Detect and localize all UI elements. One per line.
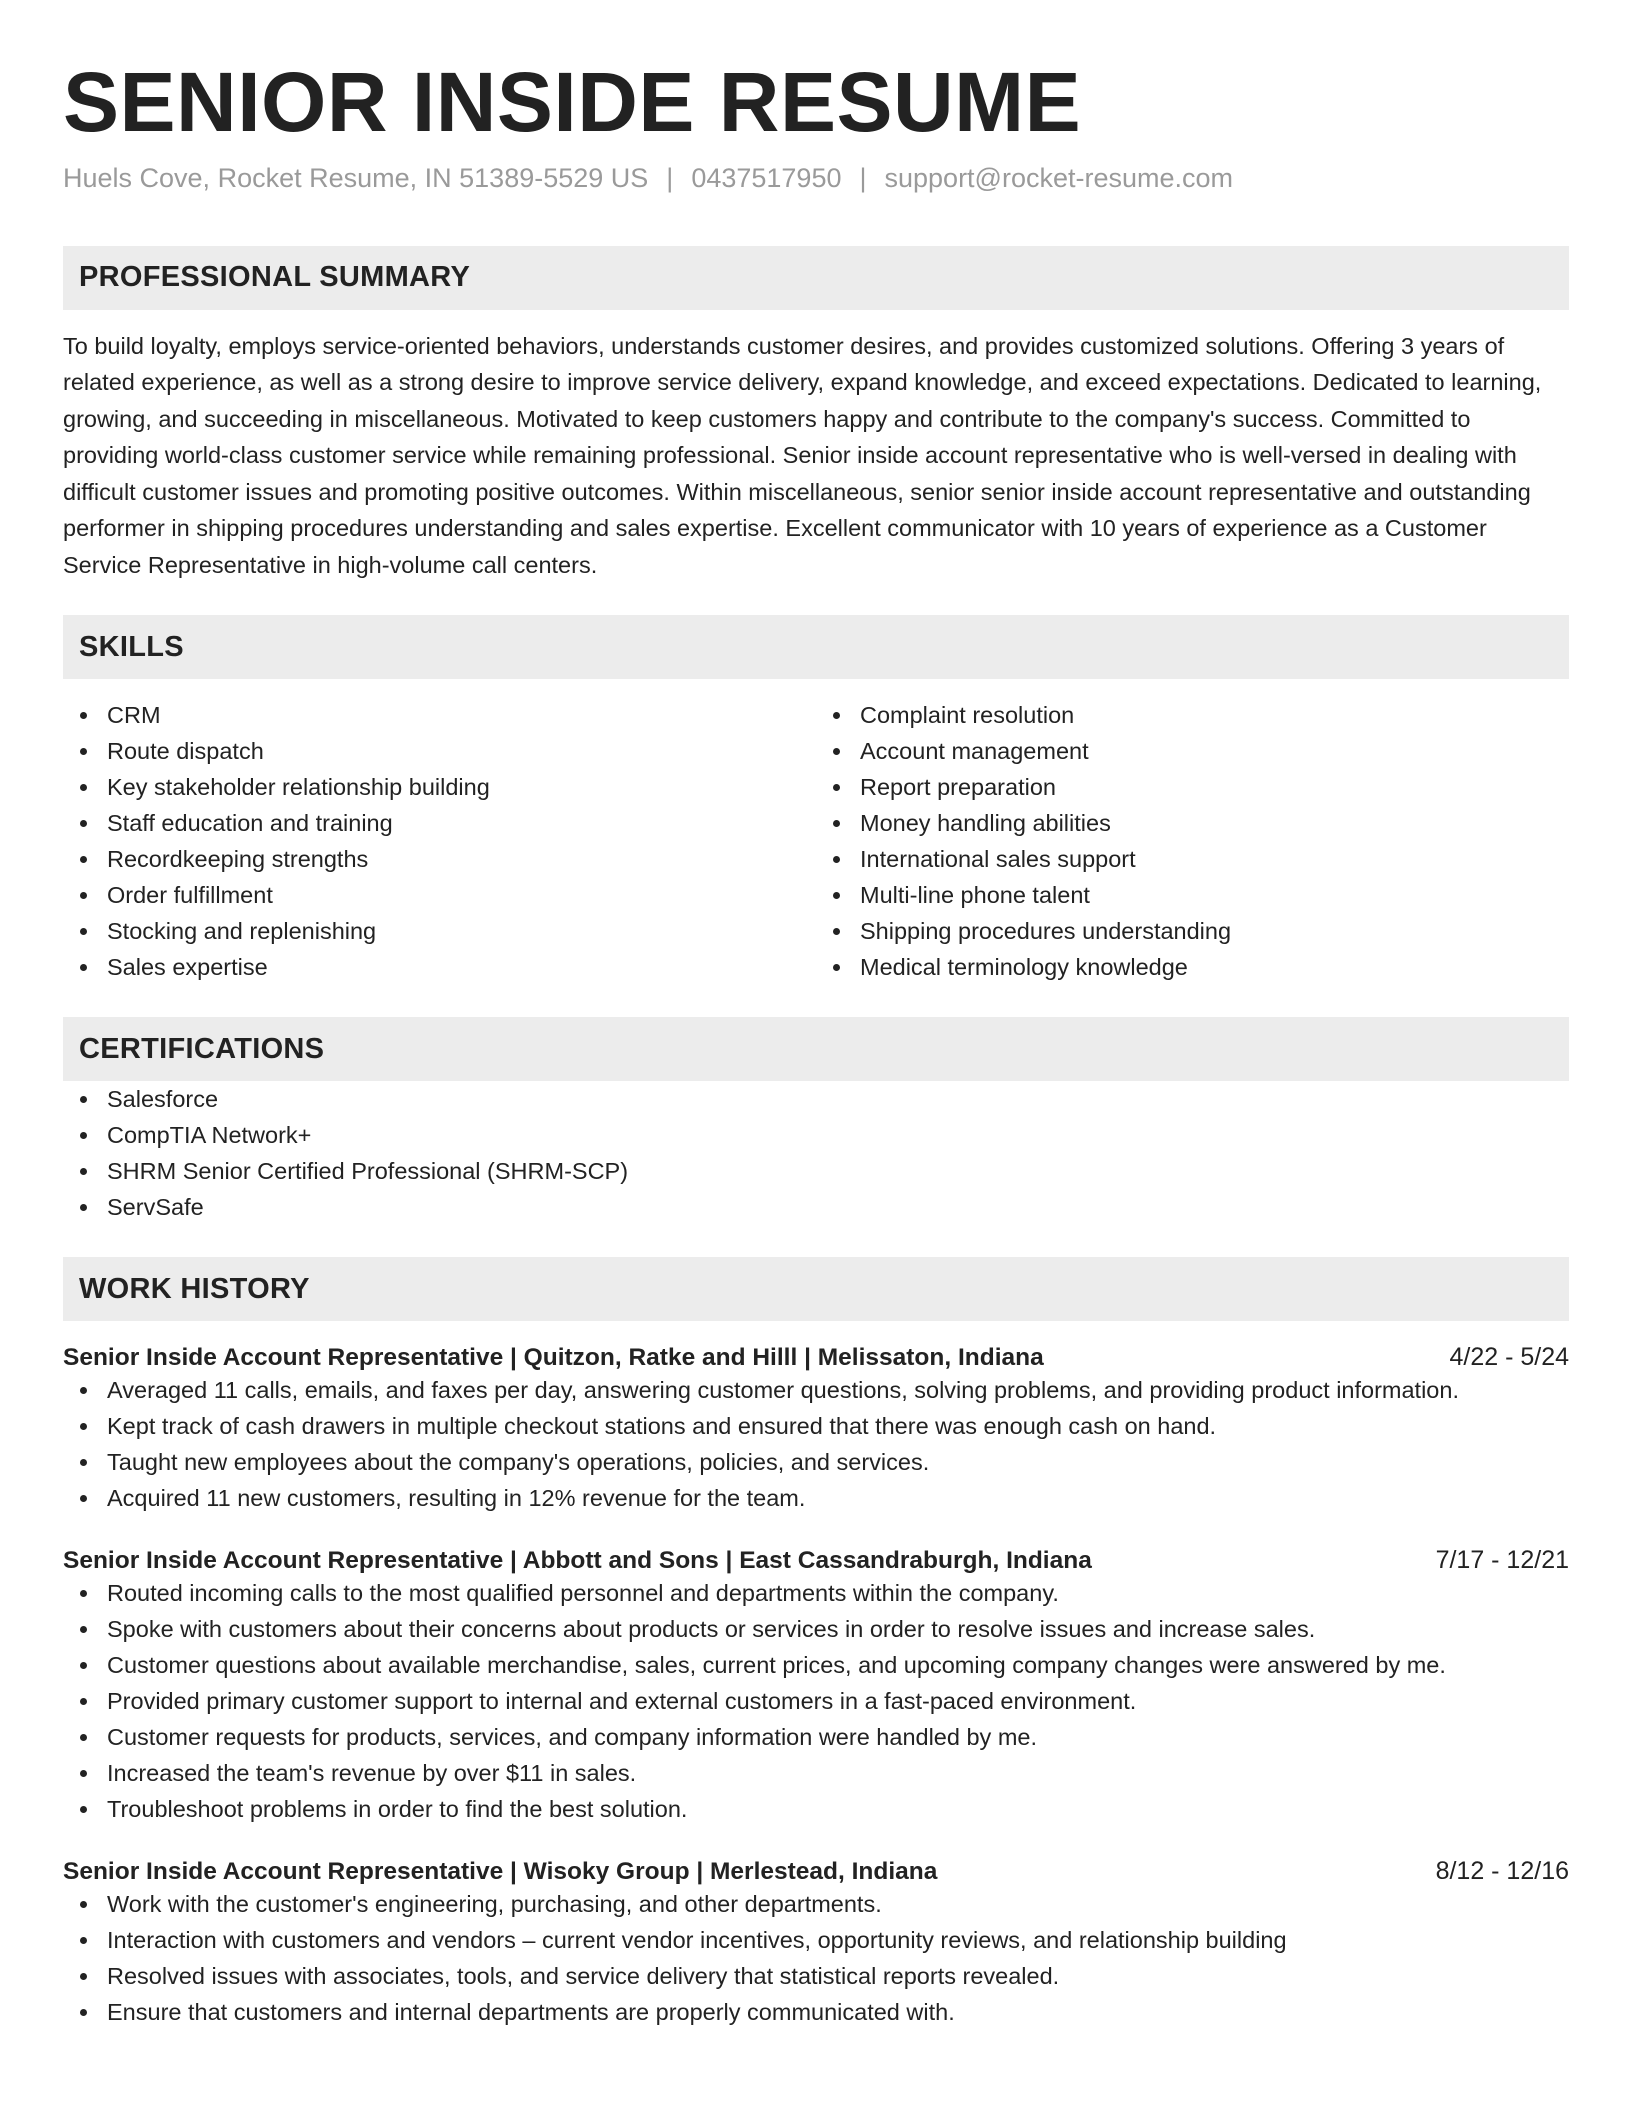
skill-item: Sales expertise [63, 949, 816, 985]
job-bullet: Routed incoming calls to the most qualified personnel and departments within the company. [63, 1575, 1569, 1611]
skill-item: Key stakeholder relationship building [63, 769, 816, 805]
job-bullet: Interaction with customers and vendors – current vendor incentives, opportunity reviews, and relationship building [63, 1922, 1569, 1958]
contact-phone: 0437517950 [691, 162, 842, 193]
certifications-list [63, 1081, 1569, 1225]
certification-item: Salesforce [63, 1081, 1569, 1117]
skill-item: Multi-line phone talent [816, 877, 1569, 913]
certification-item: SHRM Senior Certified Professional (SHRM-SCP) [63, 1153, 1569, 1189]
job-entry [63, 1857, 1569, 2030]
job-dates: 4/22 - 5/24 [1449, 1343, 1569, 1372]
job-entry [63, 1546, 1569, 1827]
job-bullet: Acquired 11 new customers, resulting in 12% revenue for the team. [63, 1480, 1569, 1516]
skills-column-left [63, 697, 816, 985]
skill-item: International sales support [816, 841, 1569, 877]
job-bullet: Customer requests for products, services, and company information were handled by me. [63, 1719, 1569, 1755]
skills-column-right [816, 697, 1569, 985]
skill-item: Money handling abilities [816, 805, 1569, 841]
contact-line [63, 163, 1569, 194]
job-title: Senior Inside Account Representative | Abbott and Sons | East Cassandraburgh, Indiana [63, 1547, 1092, 1575]
contact-separator: | [859, 162, 867, 193]
skill-item: CRM [63, 697, 816, 733]
skill-item: Account management [816, 733, 1569, 769]
job-title: Senior Inside Account Representative | Wisoky Group | Merlestead, Indiana [63, 1858, 938, 1886]
skill-item: Stocking and replenishing [63, 913, 816, 949]
skill-item: Report preparation [816, 769, 1569, 805]
job-bullet: Troubleshoot problems in order to find the best solution. [63, 1791, 1569, 1827]
job-bullets [63, 1575, 1569, 1827]
skill-item: Route dispatch [63, 733, 816, 769]
job-header [63, 1546, 1569, 1575]
skill-item: Medical terminology knowledge [816, 949, 1569, 985]
skill-item: Complaint resolution [816, 697, 1569, 733]
contact-separator: | [666, 162, 674, 193]
certification-item: ServSafe [63, 1189, 1569, 1225]
job-bullets [63, 1886, 1569, 2030]
job-title: Senior Inside Account Representative | Quitzon, Ratke and Hilll | Melissaton, Indiana [63, 1344, 1044, 1372]
skill-item: Staff education and training [63, 805, 816, 841]
job-bullet: Provided primary customer support to internal and external customers in a fast-paced environment. [63, 1683, 1569, 1719]
job-bullet: Increased the team's revenue by over $11 in sales. [63, 1755, 1569, 1791]
job-entry [63, 1343, 1569, 1516]
work-history-heading: WORK HISTORY [63, 1257, 1569, 1321]
skills-list [63, 697, 1569, 985]
job-bullet: Spoke with customers about their concerns about products or services in order to resolve issues and increase sales. [63, 1611, 1569, 1647]
job-dates: 7/17 - 12/21 [1435, 1546, 1569, 1575]
resume-name: SENIOR INSIDE RESUME [63, 55, 1082, 149]
summary-heading: PROFESSIONAL SUMMARY [63, 246, 1569, 310]
job-bullet: Averaged 11 calls, emails, and faxes per day, answering customer questions, solving problems, and providing product information. [63, 1372, 1569, 1408]
job-bullet: Customer questions about available merchandise, sales, current prices, and upcoming company changes were answered by me. [63, 1647, 1569, 1683]
summary-text: To build loyalty, employs service-oriented behaviors, understands customer desires, and provides customized solutions. Offering 3 years of related experience, as well as a strong desire to improve service delivery, expand knowledge, and exceed expectations. Dedicated to learning, growing, and succeeding in miscellaneous. Motivated to keep customers happy and contribute to the company's success. Committed to providing world-class customer service while remaining professional. Senior inside account representative who is well-versed in dealing with difficult customer issues and promoting positive outcomes. Within miscellaneous, senior senior inside account representative and outstanding performer in shipping procedures understanding and sales expertise. Excellent communicator with 10 years of experience as a Customer Service Representative in high-volume call centers. [63, 332, 1542, 578]
job-bullet: Resolved issues with associates, tools, and service delivery that statistical reports revealed. [63, 1958, 1569, 1994]
skill-item: Order fulfillment [63, 877, 816, 913]
skill-item: Recordkeeping strengths [63, 841, 816, 877]
skill-item: Shipping procedures understanding [816, 913, 1569, 949]
job-bullet: Ensure that customers and internal departments are properly communicated with. [63, 1994, 1569, 2030]
contact-email: support@rocket-resume.com [884, 162, 1234, 193]
job-header [63, 1343, 1569, 1372]
job-bullets [63, 1372, 1569, 1516]
skills-heading: SKILLS [63, 615, 1569, 679]
job-bullet: Taught new employees about the company's operations, policies, and services. [63, 1444, 1569, 1480]
job-bullet: Kept track of cash drawers in multiple checkout stations and ensured that there was enough cash on hand. [63, 1408, 1569, 1444]
job-bullet: Work with the customer's engineering, purchasing, and other departments. [63, 1886, 1569, 1922]
contact-address: Huels Cove, Rocket Resume, IN 51389-5529 US [63, 162, 649, 193]
job-dates: 8/12 - 12/16 [1435, 1857, 1569, 1886]
certification-item: CompTIA Network+ [63, 1117, 1569, 1153]
job-header [63, 1857, 1569, 1886]
certifications-heading: CERTIFICATIONS [63, 1017, 1569, 1081]
